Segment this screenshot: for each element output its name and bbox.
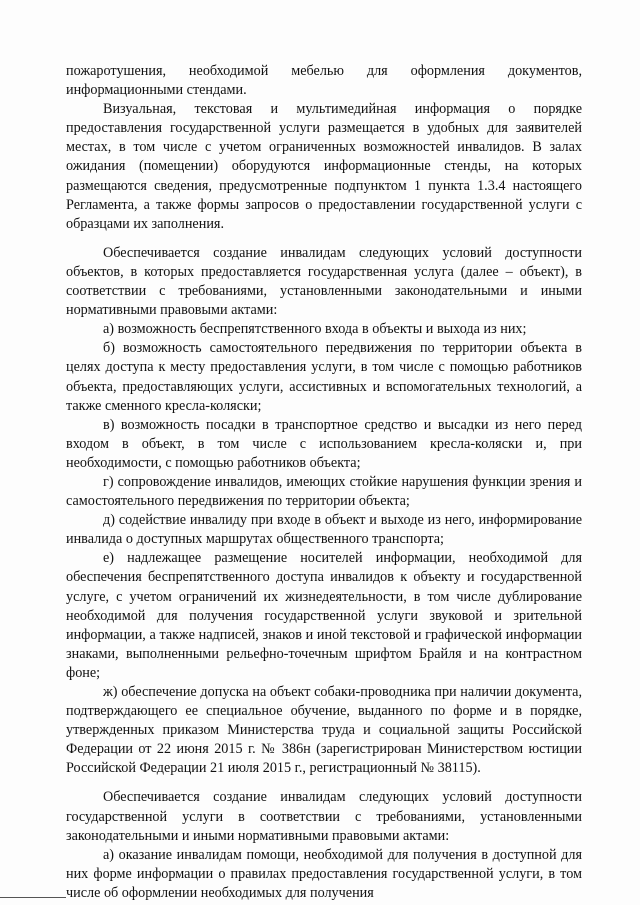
- list-item-g: г) сопровождение инвалидов, имеющих стойкие нарушения функции зрения и самостоятельного передвижения по территории объекта;: [66, 473, 582, 510]
- document-body: [66, 62, 582, 903]
- footnote-separator: [0, 897, 66, 898]
- list-item-b: б) возможность самостоятельного передвижения по территории объекта в целях доступа к месту предоставления услуги, в том числе с помощью работников объекта, предоставляющих услуги, ассистивных и вспомогательных технологий, а также сменного кресла-коляски;: [66, 340, 582, 414]
- list-item-zh: ж) обеспечение допуска на объект собаки-проводника при наличии документа, подтверждающего ее специальное обучение, выданного по форме и в порядке, утвержденных приказом Министерства труда и социальной защиты Российской Федерации от 22 июня 2015 г. № 386н (зарегистрирован Министерством юстиции Российской Федерации 21 июля 2015 г., регистрационный № 38115).: [66, 684, 582, 777]
- paragraph-object-accessibility-intro: Обеспечивается создание инвалидам следующих условий доступности объектов, в которых предоставляется государственная услуга (далее – объект), в соответствии с требованиями, установленными законодательными и иными нормативными правовыми актами:: [66, 244, 582, 319]
- list-item-d: д) содействие инвалиду при входе в объект и выходе из него, информирование инвалида о доступных маршрутах общественного транспорта;: [66, 512, 582, 548]
- list-item-v: в) возможность посадки в транспортное средство и высадки из него перед входом в объект, в том числе с использованием кресла-коляски и, при необходимости, с помощью работников объекта;: [66, 416, 582, 471]
- list-item-a-service: а) оказание инвалидам помощи, необходимой для получения в доступной для них форме информации о правилах предоставления государственной услуги, в том числе об оформлении необходимых для получения: [66, 846, 582, 901]
- list-item-a: а) возможность беспрепятственного входа в объекты и выхода из них;: [103, 321, 527, 338]
- list-item-e: е) надлежащее размещение носителей информации, необходимой для обеспечения беспрепятственного доступа инвалидов к объекту и государственной услуге, с учетом ограничений их жизнедеятельности, в том числе дублирование необходимой для получения государственной услуги звуковой и зрительной информации, а также надписей, знаков и иной текстовой и графической информации знаками, выполненными рельефно-точечным шрифтом Брайля и на контрастном фоне;: [66, 550, 582, 681]
- paragraph-service-accessibility-intro: Обеспечивается создание инвалидам следующих условий доступности государственной услуги в соответствии с требованиями, установленными законодательными и иными нормативными правовыми актами:: [66, 789, 582, 844]
- paragraph-continuation: пожаротушения, необходимой мебелью для оформления документов, информационными стендами.: [66, 63, 582, 99]
- paragraph-visual-information: Визуальная, текстовая и мультимедийная информация о порядке предоставления государственной услуги размещается в удобных для заявителей местах, в том числе с учетом ограниченных возможностей инвалидов. В залах ожидания (помещении) оборудуются информационные стенды, на которых размещаются сведения, предусмотренные подпунктом 1 пункта 1.3.4 настоящего Регламента, а также формы запросов о предоставлении государственной услуги с образцами их заполнения.: [66, 101, 582, 232]
